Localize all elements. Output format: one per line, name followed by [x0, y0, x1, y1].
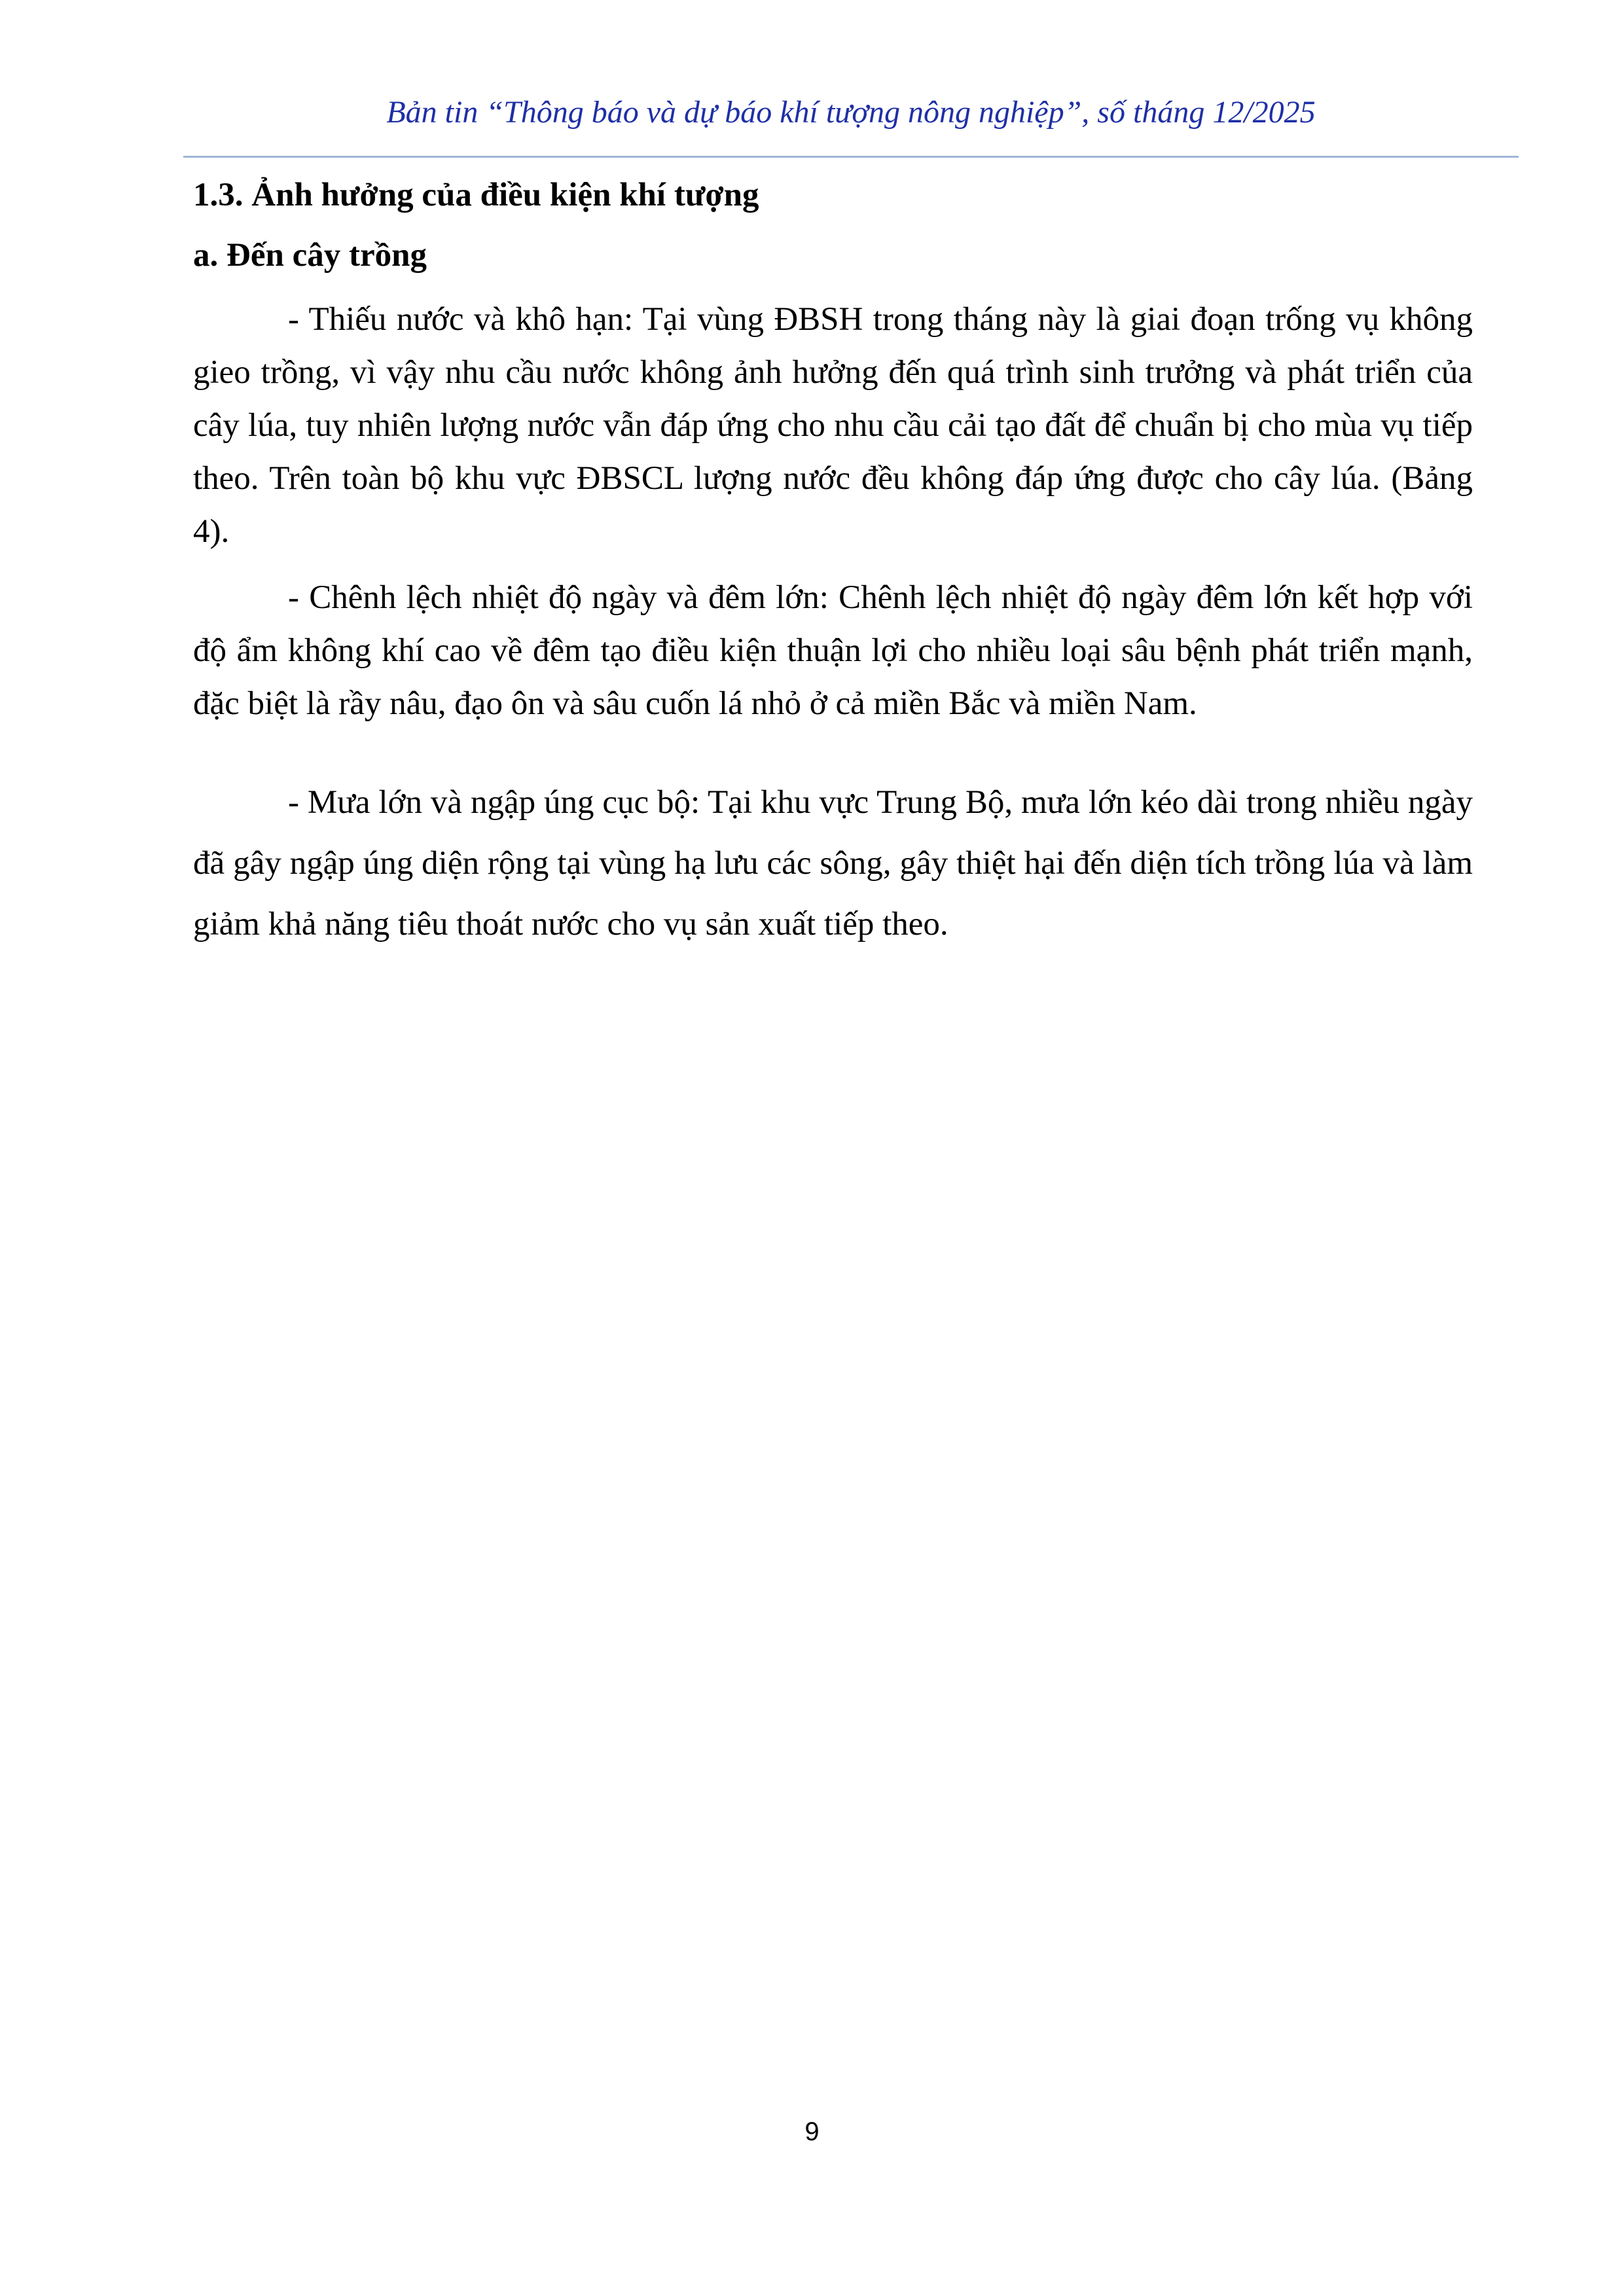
paragraph-temperature-difference: - Chênh lệch nhiệt độ ngày và đêm lớn: Chênh lệch nhiệt độ ngày đêm lớn kết hợp với độ ẩm không khí cao về đêm tạo điều kiện thuận lợi cho nhiều loại sâu bệnh phát triển mạnh, đặc biệt là rầy nâu, đạo ôn và sâu cuốn lá nhỏ ở cả miền Bắc và miền Nam. [193, 579, 1473, 722]
header-divider [183, 156, 1519, 158]
subsection-heading: a. Đến cây trồng [193, 237, 427, 274]
page-header-title: Bản tin “Thông báo và dự báo khí tượng nông nghiệp”, số tháng 12/2025 [386, 95, 1316, 130]
page-number: 9 [804, 2117, 820, 2146]
paragraph-heavy-rain: - Mưa lớn và ngập úng cục bộ: Tại khu vực Trung Bộ, mưa lớn kéo dài trong nhiều ngày đã gây ngập úng diện rộng tại vùng hạ lưu các sông, gây thiệt hại đến diện tích trồng lúa và làm giảm khả năng tiêu thoát nước cho vụ sản xuất tiếp theo. [193, 784, 1473, 942]
main-content [193, 171, 1473, 955]
section-heading: 1.3. Ảnh hưởng của điều kiện khí tượng [193, 177, 759, 213]
paragraph-water-shortage: - Thiếu nước và khô hạn: Tại vùng ĐBSH trong tháng này là giai đoạn trống vụ không gieo trồng, vì vậy nhu cầu nước không ảnh hưởng đến quá trình sinh trưởng và phát triển của cây lúa, tuy nhiên lượng nước vẫn đáp ứng cho nhu cầu cải tạo đất để chuẩn bị cho mùa vụ tiếp theo. Trên toàn bộ khu vực ĐBSCL lượng nước đều không đáp ứng được cho cây lúa. (Bảng 4). [193, 301, 1473, 550]
